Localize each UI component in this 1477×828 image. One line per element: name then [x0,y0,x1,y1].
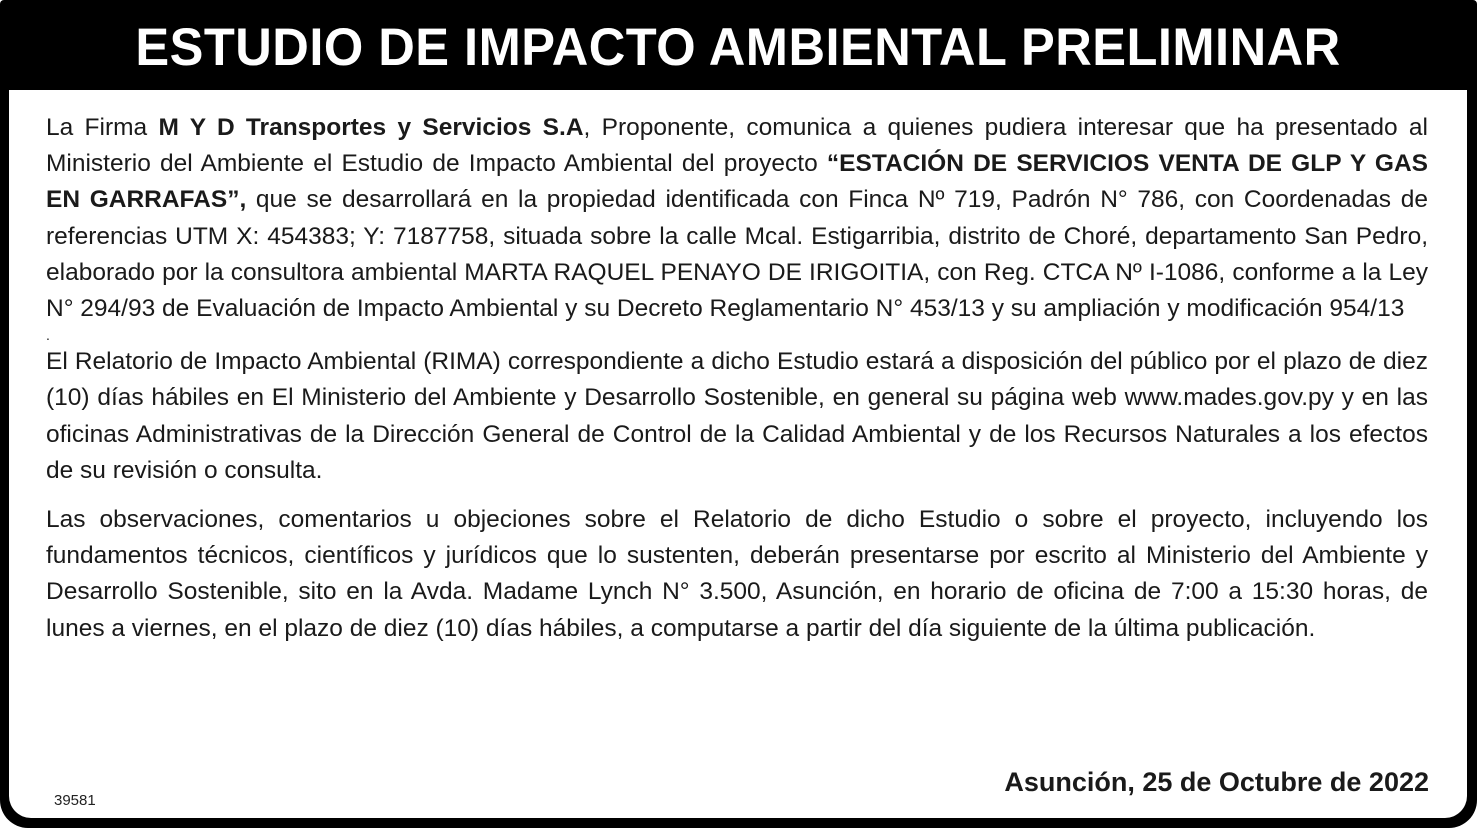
paragraph-project-announcement [46,110,1428,327]
reference-code: 39581 [54,792,96,809]
project-details-text: que se desarrollará en la propiedad identificada con Finca Nº 719, Padrón N° 786, con Coordenadas de referencias UTM X: 454383; Y: 7187758, situada sobre la calle Mcal. Estigarribia, distrito de Choré, departamento San Pedro, elaborado por la consultora ambiental MARTA RAQUEL PENAYO DE IRIGOITIA, con Reg. CTCA Nº I-1086, conforme a la Ley N° 294/93 de Evaluación de Impacto Ambiental y su Decreto Reglamentario N° 453/13 y su ampliación y modificación 954/13 [46,186,1428,323]
notice-title: ESTUDIO DE IMPACTO AMBIENTAL PRELIMINAR [135,17,1342,77]
paragraph-observations: Las observaciones, comentarios u objeciones sobre el Relatorio de dicho Estudio o sobre el proyecto, incluyendo los fundamentos técnicos, científicos y jurídicos que lo sustenten, deberán presentarse por escrito al Ministerio del Ambiente y Desarrollo Sostenible, sito en la Avda. Madame Lynch N° 3.500, Asunción, en horario de oficina de 7:00 a 15:30 horas, de lunes a viernes, en el plazo de diez (10) días hábiles, a computarse a partir del día siguiente de la última publicación. [46,506,1428,642]
separator-dot: . [46,327,50,344]
notice-body [9,90,1467,818]
intro-text: La Firma [46,114,159,141]
announcement-text: , Proponente, comunica a quienes pudiera interesar que ha presentado al Ministerio del Ambiente el Estudio de Impacto Ambiental del proyecto [46,114,1428,178]
publication-date: Asunción, 25 de Octubre de 2022 [1004,767,1429,797]
project-name: “ESTACIÓN DE SERVICIOS VENTA DE GLP Y GAS EN GARRAFAS”, [46,150,1428,214]
notice-header [0,0,1477,90]
paragraph-rima-availability: El Relatorio de Impacto Ambiental (RIMA) correspondiente a dicho Estudio estará a disposición del público por el plazo de diez (10) días hábiles en El Ministerio del Ambiente y Desarrollo Sostenible, en general su página web www.mades.gov.py y en las oficinas Administrativas de la Dirección General de Control de la Calidad Ambiental y de los Recursos Naturales a los efectos de su revisión o consulta. [46,348,1428,484]
notice-text [46,110,1428,647]
firm-name: M Y D Transportes y Servicios S.A [158,114,584,141]
